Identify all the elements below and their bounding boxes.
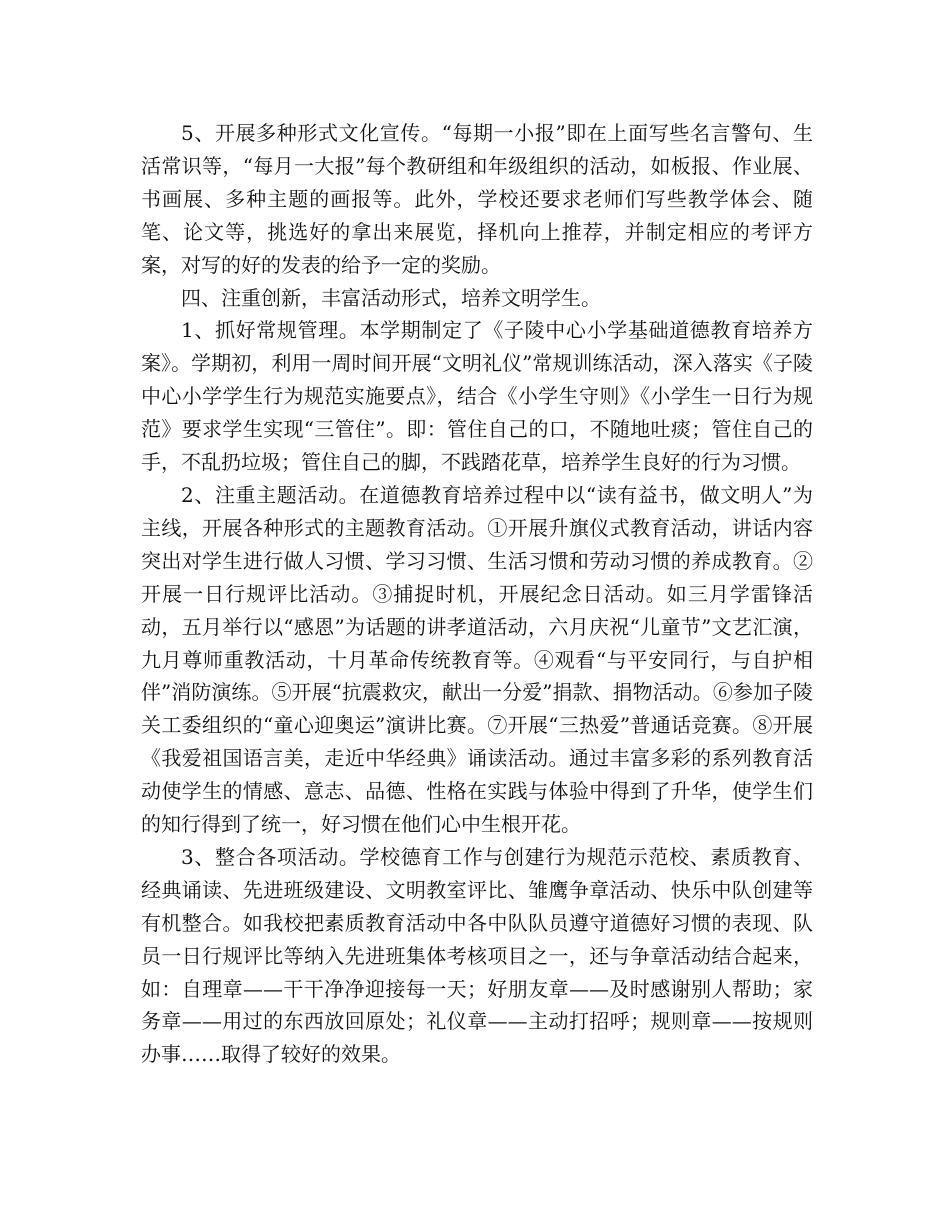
paragraph-item-1: 1、抓好常规管理。本学期制定了《子陵中心小学基础道德教育培养方案》。学期初，利用一周时间开展“文明礼仪”常规训练活动，深入落实《子陵中心小学学生行为规范实施要点》，结合《小学生守则》《小学生一日行为规范》要求学生实现“三管住”。即：管住自己的口，不随地吐痰；管住自己的手，不乱扔垃圾；管住自己的脚，不践踏花草，培养学生良好的行为习惯。	[141, 318, 813, 475]
document-body	[141, 117, 813, 1071]
paragraph-item-3: 3、整合各项活动。学校德育工作与创建行为规范示范校、素质教育、经典诵读、先进班级建设、文明教室评比、雏鹰争章活动、快乐中队创建等有机整合。如我校把素质教育活动中各中队队员遵守道德好习惯的表现、队员一日行规评比等纳入先进班集体考核项目之一，还与争章活动结合起来，如：自理章——干干净净迎接每一天；好朋友章——及时感谢别人帮助；家务章——用过的东西放回原处；礼仪章——主动打招呼；规则章——按规则办事……取得了较好的效果。	[141, 844, 813, 1067]
paragraph-item-5: 5、开展多种形式文化宣传。“每期一小报”即在上面写些名言警句、生活常识等，“每月一大报”每个教研组和年级组织的活动，如板报、作业展、书画展、多种主题的画报等。此外，学校还要求老师们写些教学体会、随笔、论文等，挑选好的拿出来展览，择机向上推荐，并制定相应的考评方案，对写的好的发表的给予一定的奖励。	[141, 121, 813, 277]
section-heading-4: 四、注重创新，丰富活动形式，培养文明学生。	[181, 285, 601, 310]
paragraph-item-2: 2、注重主题活动。在道德教育培养过程中以“读有益书，做文明人”为主线，开展各种形式的主题教育活动。①开展升旗仪式教育活动，讲话内容突出对学生进行做人习惯、学习习惯、生活习惯和劳动习惯的养成教育。②开展一日行规评比活动。③捕捉时机，开展纪念日活动。如三月学雷锋活动，五月举行以“感恩”为话题的讲孝道活动，六月庆祝“儿童节”文艺汇演，九月尊师重教活动，十月革命传统教育等。④观看“与平安同行，与自护相伴”消防演练。⑤开展“抗震救灾，献出一分爱”捐款、捐物活动。⑥参加子陵关工委组织的“童心迎奥运”演讲比赛。⑦开展“三热爱”普通话竞赛。⑧开展《我爱祖国语言美，走近中华经典》诵读活动。通过丰富多彩的系列教育活动使学生的情感、意志、品德、性格在实践与体验中得到了升华，使学生们的知行得到了统一，好习惯在他们心中生根开花。	[141, 482, 813, 837]
